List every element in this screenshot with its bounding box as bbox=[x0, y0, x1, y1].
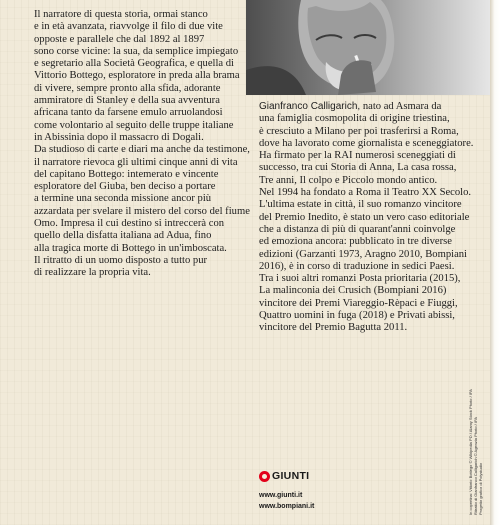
author-bio-line: ed emoziona ancora: pubblicato in tre diverse bbox=[259, 236, 452, 248]
credit-line: Progetto grafico di Polystudio bbox=[478, 462, 483, 515]
synopsis-line: Da studioso di carte e diari ma anche da testimone, bbox=[34, 144, 250, 156]
publisher-links bbox=[259, 490, 314, 512]
author-bio-line: nato ad Asmara da bbox=[360, 101, 442, 112]
credit-line: In copertina: Vittorio Bottego © Wikipedia PD / Alamy Stock Photo / IPA bbox=[468, 389, 473, 515]
synopsis-line: quello della disfatta italiana ad Adua, fino bbox=[34, 230, 212, 242]
synopsis-line: in Abissinia dopo il massacro di Dogali. bbox=[34, 131, 204, 143]
synopsis-line: e segretario alla Società Geografica, e quella di bbox=[34, 58, 235, 70]
author-bio-line: 2016), è in corso di traduzione in sedici Paesi. bbox=[259, 260, 455, 272]
synopsis-line: a termine una seconda missione ancor più bbox=[34, 193, 212, 205]
author-bio-line: una famiglia cosmopolita di origine triestina, bbox=[259, 113, 450, 125]
author-bio-line: Nel 1994 ha fondato a Roma il Teatro XX Secolo. bbox=[259, 187, 472, 199]
author-bio-line: successo, tra cui Storia di Anna, La casa rossa, bbox=[259, 162, 457, 174]
publisher-logo bbox=[259, 469, 309, 483]
synopsis-line: africana tanto da farsene emulo arruolandosi bbox=[34, 107, 223, 119]
author-bio-line: L'ultima estate in città, il suo romanzo vincitore bbox=[259, 199, 462, 211]
synopsis-line: Vittorio Bottego, esploratore in preda alla brama bbox=[34, 70, 240, 82]
publisher-logo-text: GIUNTI bbox=[272, 470, 310, 482]
author-bio-line: che a distanza di più di quarant'anni coinvolge bbox=[259, 223, 456, 235]
author-bio-first-line bbox=[259, 101, 484, 113]
synopsis-line: sono corse vicine: la sua, da semplice impiegato bbox=[34, 45, 239, 57]
synopsis-text bbox=[34, 9, 250, 280]
synopsis-line: come volontario al seguito delle truppe italiane bbox=[34, 119, 234, 131]
author-bio-line: vincitore dei Premi Viareggio-Rèpaci e Fiuggi, bbox=[259, 297, 458, 309]
synopsis-line: di realizzare la propria vita. bbox=[34, 267, 151, 279]
synopsis-line: Il narratore di questa storia, ormai stanco bbox=[34, 9, 208, 20]
author-bio-line: è cresciuto a Milano per poi trasferirsi a Roma, bbox=[259, 125, 459, 137]
author-bio-line: del Premio Inedito, è stato un vero caso editoriale bbox=[259, 211, 470, 223]
credit-line: Ritratto di Gianfranco Calligarich © Agenzia Photo / IPA bbox=[473, 416, 478, 515]
synopsis-line: ammiratore di Stanley e della sua avventura bbox=[34, 95, 220, 107]
synopsis-line: Il ritratto di un uomo disposto a tutto pur bbox=[34, 254, 208, 266]
synopsis-line: il narratore rievoca gli ultimi cinque anni di vita bbox=[34, 156, 238, 168]
author-bio bbox=[259, 101, 484, 335]
author-portrait-image bbox=[246, 0, 490, 95]
author-bio-line: Tre anni, Il colpo e Piccolo mondo antico. bbox=[259, 174, 438, 186]
author-bio-line: Tra i suoi altri romanzi Posta prioritaria (2015), bbox=[259, 273, 461, 285]
synopsis-line: del capitano Bottego: intemerato e vincente bbox=[34, 168, 219, 180]
synopsis-line: azzardata per svelare il mistero del corso del fiume bbox=[34, 205, 250, 217]
publisher-link-bompiani[interactable]: www.bompiani.it bbox=[259, 503, 315, 510]
synopsis-line: di vivere, sempre pronto alla sfida, adorante bbox=[34, 82, 221, 94]
synopsis-line: e in età avanzata, riavvolge il filo di due vite bbox=[34, 21, 223, 33]
synopsis-line: opposte e parallele che dal 1892 al 1897 bbox=[34, 33, 205, 45]
synopsis-line: esploratore del Giuba, ben deciso a portare bbox=[34, 181, 216, 193]
author-name: Gianfranco Calligarich, bbox=[259, 101, 361, 112]
author-bio-line: La malinconia dei Crusich (Bompiani 2016) bbox=[259, 285, 447, 297]
book-spine-edge bbox=[490, 0, 500, 525]
author-photo bbox=[246, 0, 490, 95]
author-bio-line: Ha firmato per la RAI numerosi sceneggiati di bbox=[259, 150, 456, 162]
author-bio-line: edizioni (Garzanti 1973, Aragno 2010, Bompiani bbox=[259, 248, 468, 260]
author-bio-line: dove ha lavorato come giornalista e sceneggiatore. bbox=[259, 137, 474, 149]
author-bio-line: vincitore del Premio Bagutta 2011. bbox=[259, 322, 408, 334]
giunti-logo-icon bbox=[259, 471, 270, 482]
synopsis-line: alla tragica morte di Bottego in un'imboscata. bbox=[34, 242, 227, 254]
publisher-link-giunti[interactable]: www.giunti.it bbox=[259, 492, 303, 499]
synopsis-line: Omo. Impresa il cui destino si intreccerà con bbox=[34, 218, 225, 230]
cover-credits bbox=[468, 389, 483, 515]
author-bio-line: Quattro uomini in fuga (2018) e Privati abissi, bbox=[259, 310, 455, 322]
